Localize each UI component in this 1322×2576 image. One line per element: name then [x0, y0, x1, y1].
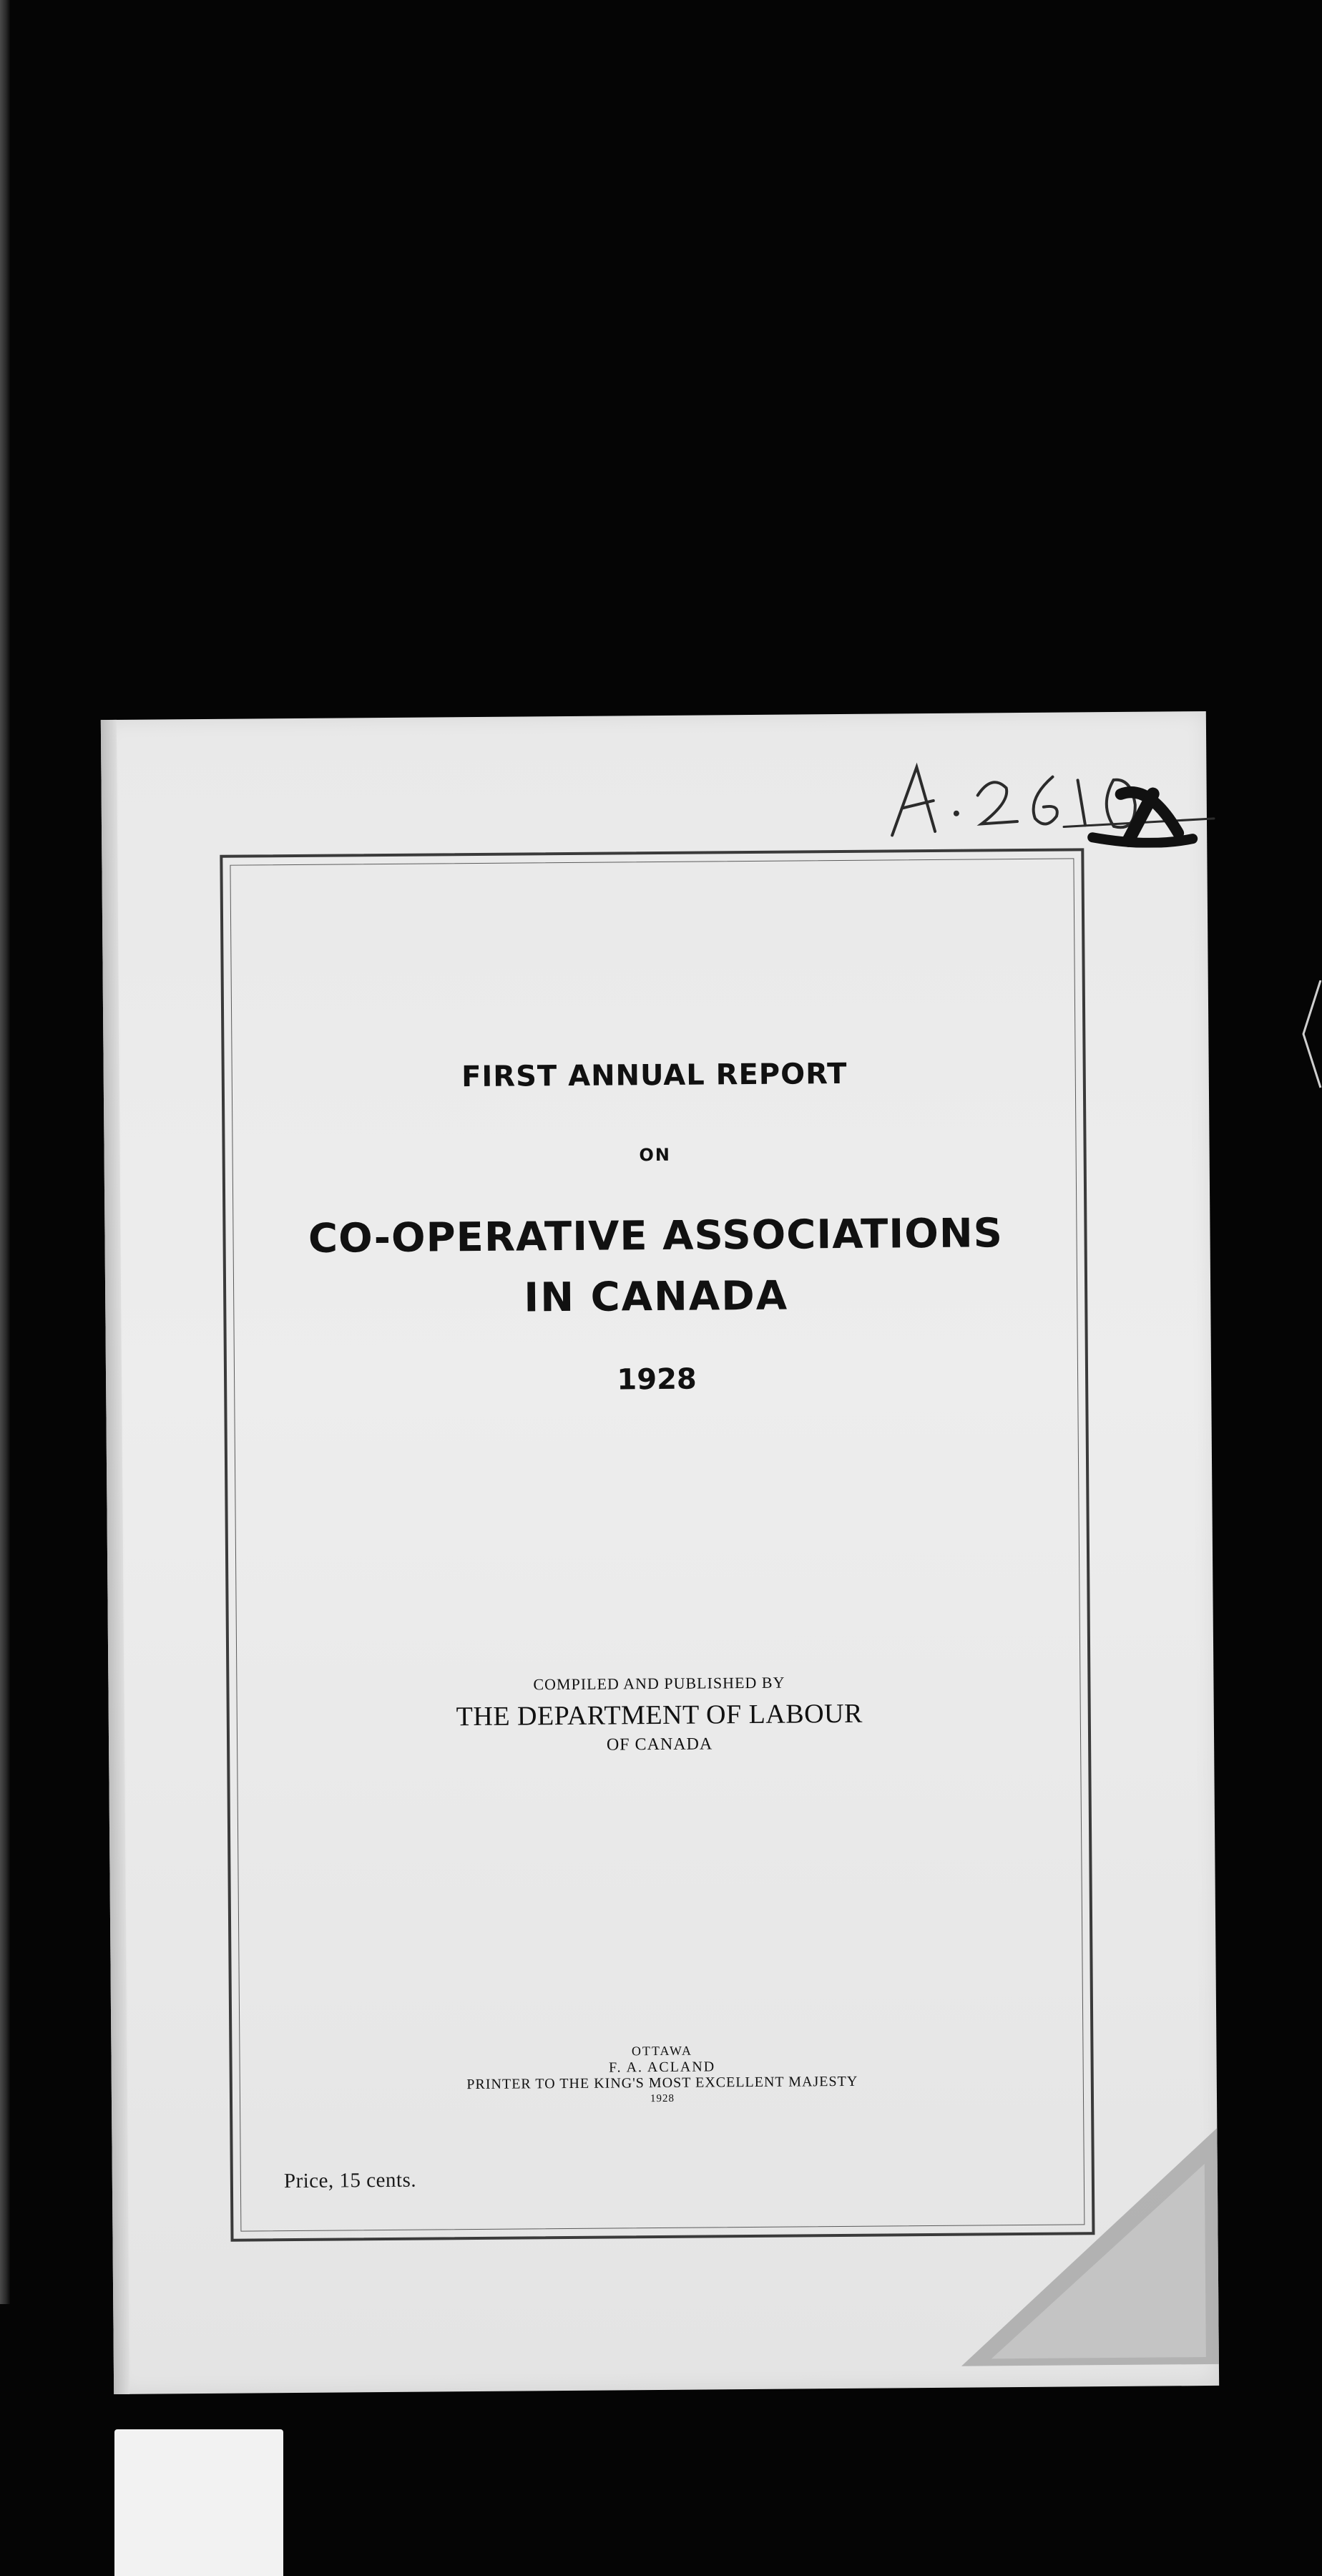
- imprint-printer-name: F. A. ACLAND: [609, 2059, 716, 2076]
- handwritten-catalog-number: [877, 754, 1221, 850]
- report-title-main: CO-OPERATIVE ASSOCIATIONS: [308, 1210, 1004, 1262]
- imprint-city: OTTAWA: [631, 2043, 693, 2059]
- publisher-country: OF CANADA: [606, 1735, 713, 1755]
- archive-label-tab: [114, 2429, 283, 2576]
- publisher-department: THE DEPARTMENT OF LABOUR: [456, 1698, 863, 1732]
- adjacent-page-edge: [0, 0, 10, 2304]
- imprint-printer-title: PRINTER TO THE KING'S MOST EXCELLENT MAJESTY: [466, 2073, 858, 2093]
- compiled-by-label: COMPILED AND PUBLISHED BY: [533, 1673, 785, 1694]
- page-edge-mark: [1301, 980, 1322, 1095]
- imprint-year: 1928: [650, 2092, 675, 2105]
- price-label: Price, 15 cents.: [283, 2168, 417, 2193]
- report-title-country: IN CANADA: [524, 1272, 789, 1322]
- page-corner-fold-highlight: [990, 2164, 1206, 2358]
- report-year: 1928: [617, 1362, 697, 1397]
- report-cover: [101, 711, 1219, 2394]
- report-title-on: ON: [639, 1144, 671, 1166]
- report-title-line1: FIRST ANNUAL REPORT: [461, 1057, 848, 1094]
